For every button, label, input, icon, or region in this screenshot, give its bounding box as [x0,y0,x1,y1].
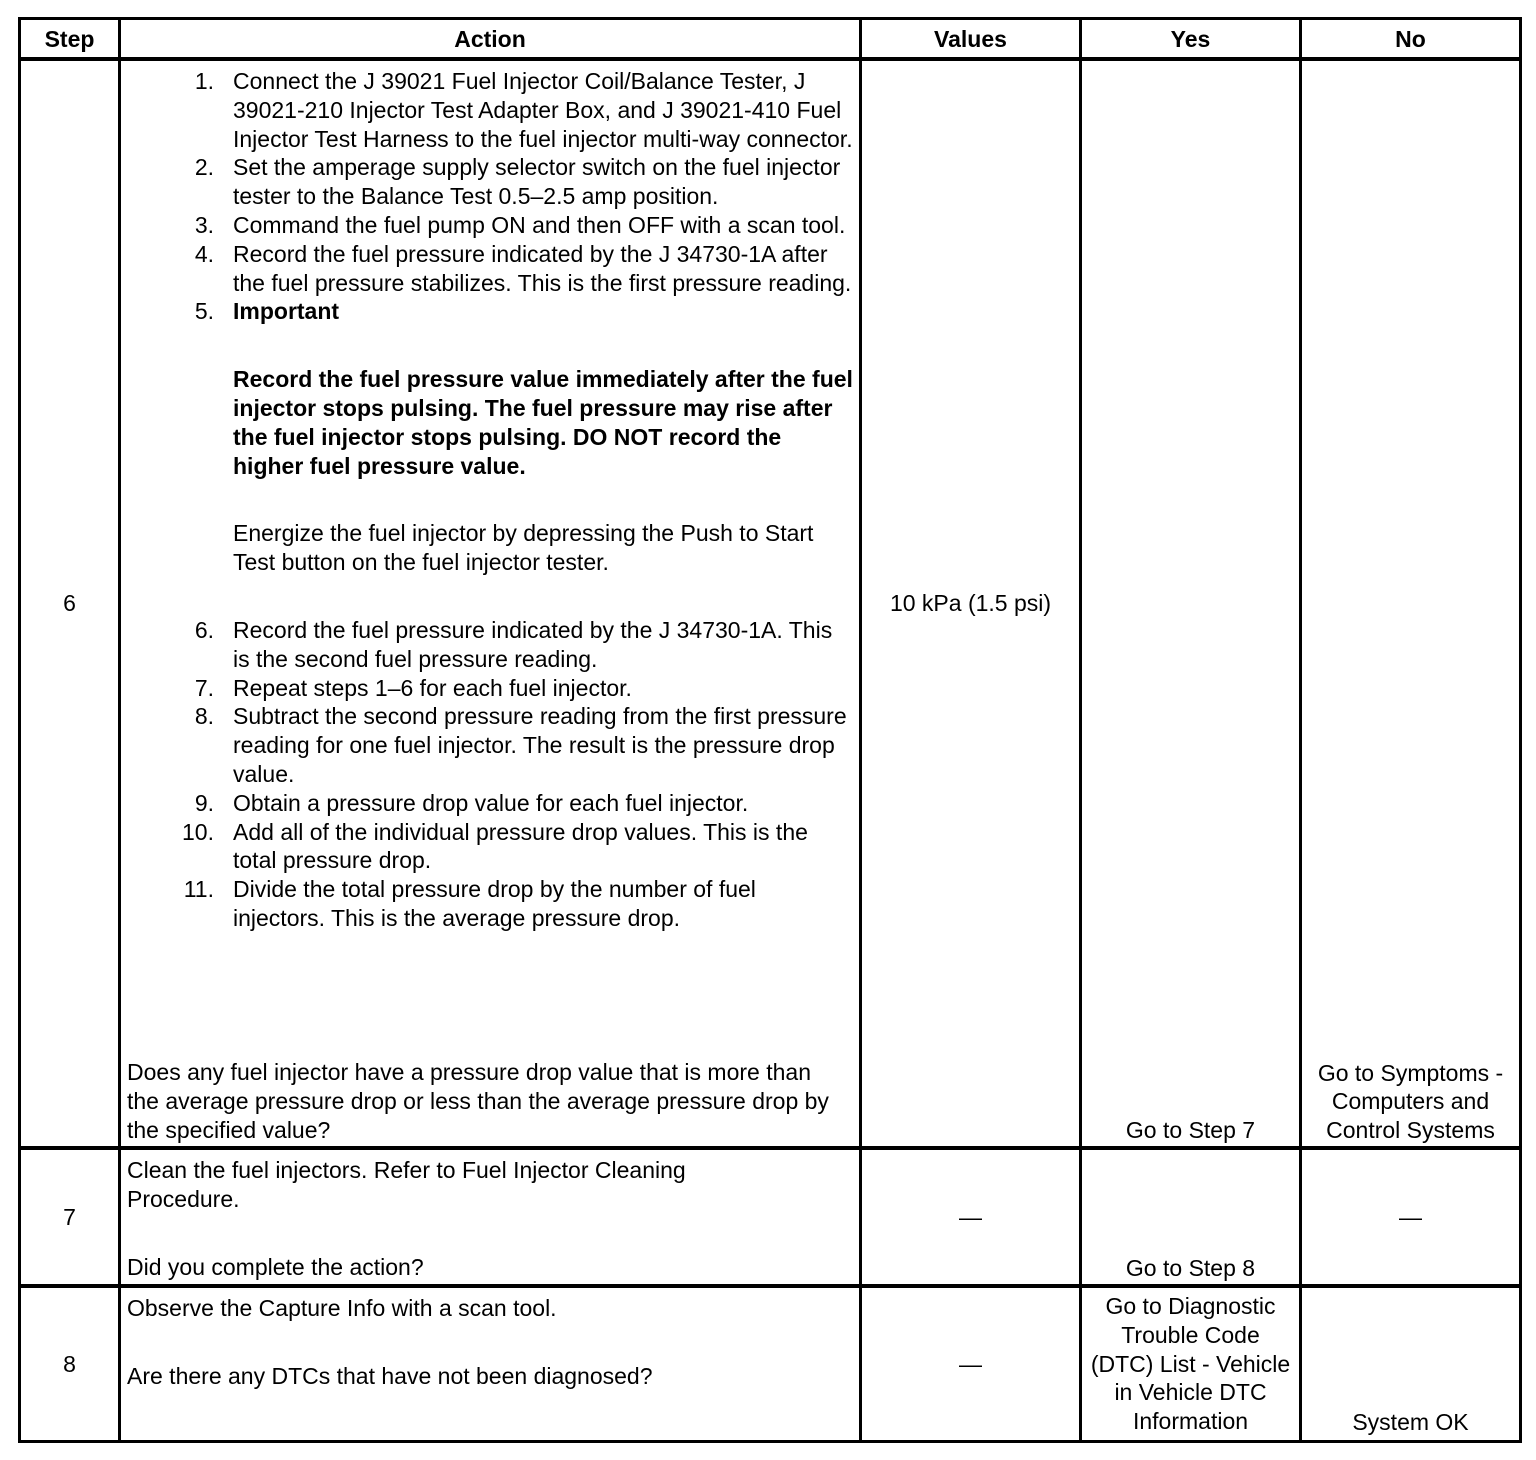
header-action: Action [454,26,526,52]
header-values: Values [934,26,1007,52]
header-step: Step [44,26,95,52]
important-warning: Record the fuel pressure value immediately after the fuel injector stops pulsing. The fuel pressure may rise after the fuel injector stops pulsing. DO NOT record the higher fuel pressure value. [233,366,853,479]
yes-cell: Go to Step 8 [1125,1255,1256,1282]
no-cell: — [1399,1203,1422,1230]
no-cell: System OK [1352,1409,1469,1436]
list-item: 6. Record the fuel pressure indicated by the J 34730-1A. This is the second fuel pressure reading. [194,616,833,672]
no-cell: Go to Symptoms - Computers and Control Systems [1317,1059,1504,1144]
values-cell: 10 kPa (1.5 psi) [889,590,1052,617]
action-cell [121,1294,859,1391]
yes-cell: Go to Diagnostic Trouble Code (DTC) List - Vehicle in Vehicle DTC Information [1090,1293,1291,1435]
list-item: 4. Record the fuel pressure indicated by the J 34730-1A after the fuel pressure stabilizes. This is the first pressure reading. [194,240,852,296]
action-text: Clean the fuel injectors. Refer to Fuel Injector Cleaning Procedure. [127,1157,686,1212]
action-text: Observe the Capture Info with a scan tool. [127,1295,557,1321]
step-number: 6 [63,590,76,617]
step-number: 7 [63,1203,76,1230]
action-steps [127,67,854,933]
action-cell [121,1156,859,1282]
list-item: 10. Add all of the individual pressure drop values. This is the total pressure drop. [182,818,808,874]
list-item: 3. Command the fuel pump ON and then OFF with a scan tool. [194,211,846,238]
list-item: 8. Subtract the second pressure reading from the first pressure reading for one fuel injector. The result is the pressure drop value. [194,703,847,787]
diagnostic-table [18,17,1522,1443]
step-number: 8 [63,1350,76,1377]
action-question: Does any fuel injector have a pressure drop value that is more than the average pressure drop or less than the average pressure drop by the specified value? [127,1059,829,1143]
list-item: 1. Connect the J 39021 Fuel Injector Coil/Balance Tester, J 39021-210 Injector Test Adapter Box, and J 39021-410 Fuel Injector Test Harness to the fuel injector multi-way connector. [194,68,853,152]
header-yes: Yes [1170,26,1211,52]
values-cell: — [959,1203,982,1230]
important-label: Important [233,298,340,325]
yes-cell: Go to Step 7 [1125,1117,1256,1144]
action-cell [121,67,859,933]
step-instruction: Energize the fuel injector by depressing the Push to Start Test button on the fuel injector tester. [233,520,814,576]
list-item: 11. Divide the total pressure drop by the number of fuel injectors. This is the average pressure drop. [183,876,756,931]
list-item: 7. Repeat steps 1–6 for each fuel injector. [194,674,632,701]
action-question: Did you complete the action? [127,1253,424,1280]
values-cell: — [959,1350,982,1377]
list-item: 5. Important Record the fuel pressure value immediately after the fuel injector stops pulsing. The fuel pressure may rise after the fuel injector stops pulsing. DO NOT record the higher fuel pressure value. Energize the fuel injector by depressing the Push to Start Test button on the fuel injector tester. [194,298,853,576]
list-item: 9. Obtain a pressure drop value for each fuel injector. [194,789,749,816]
list-item: 2. Set the amperage supply selector switch on the fuel injector tester to the Balance Test 0.5–2.5 amp position. [194,154,841,210]
header-no: No [1395,26,1426,52]
action-question: Are there any DTCs that have not been diagnosed? [127,1362,653,1389]
